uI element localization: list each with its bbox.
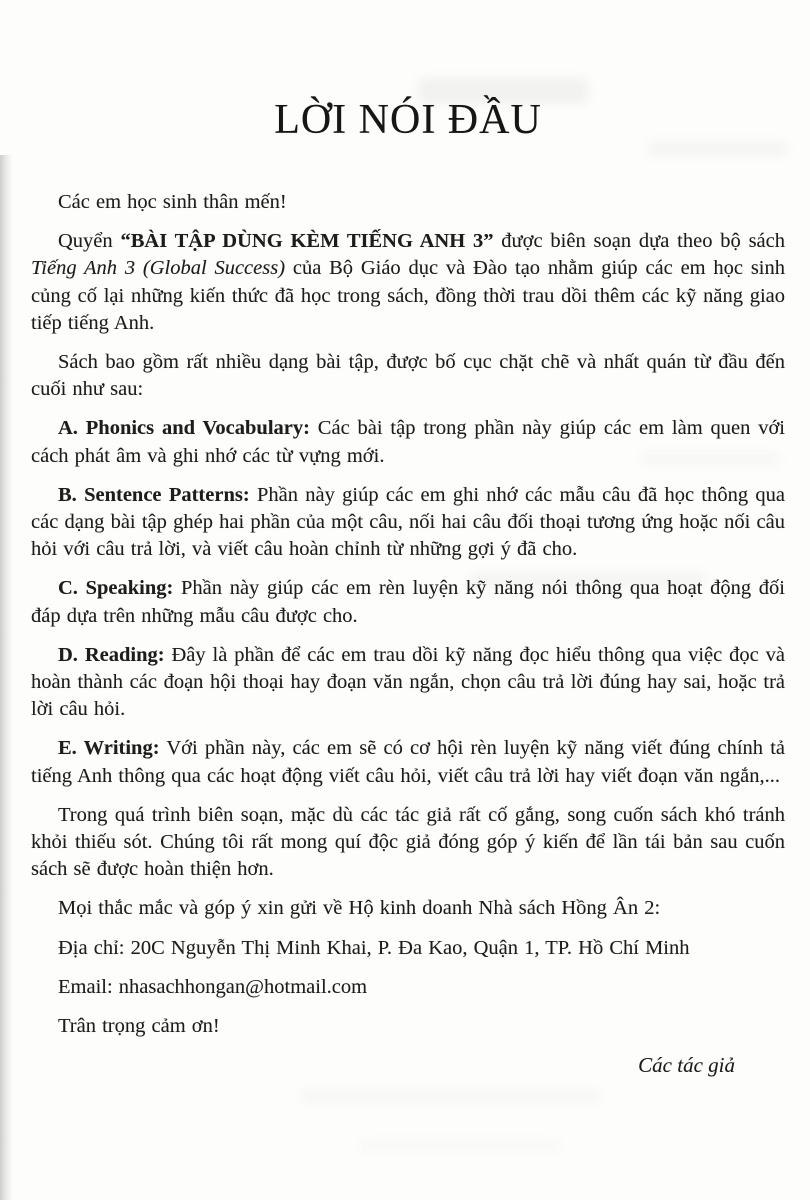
- contact-intro-line: [31, 895, 785, 922]
- text-run: Đây là phần để các em trau dồi kỹ năng đọc hiểu thông qua việc đọc và hoàn thành các đoạn hội thoại hay đoạn văn ngắn, chọn câu trả lời đúng hay sai, hoặc trả lời câu hỏi.: [31, 643, 785, 721]
- text-run: Sách bao gồm rất nhiều dạng bài tập, được bố cục chặt chẽ và nhất quán từ đầu đến cuối như sau:: [31, 351, 785, 401]
- greeting-line: [31, 189, 785, 216]
- thanks-line: [31, 1013, 785, 1040]
- text-run: Mọi thắc mắc và góp ý xin gửi về Hộ kinh doanh Nhà sách Hồng Ân 2:: [58, 897, 661, 920]
- section-c-speaking-paragraph: [31, 575, 785, 629]
- print-bleed-artifact: [300, 1090, 600, 1103]
- text-run: Phần này giúp các em rèn luyện kỹ năng nói thông qua hoạt động đối đáp dựa trên những mẫu câu được cho.: [31, 577, 786, 627]
- section-heading-run: D. Reading:: [58, 643, 165, 666]
- address-line: [31, 935, 785, 962]
- text-run: được biên soạn dựa theo bộ sách: [493, 230, 785, 253]
- page-edge-shadow: [0, 155, 13, 1200]
- section-d-reading-paragraph: [31, 642, 785, 724]
- text-run: Trong quá trình biên soạn, mặc dù các tác giả rất cố gắng, song cuốn sách khó tránh khỏi thiếu sót. Chúng tôi rất mong quí độc giả đóng góp ý kiến để lần tái bản sau cuốn sách sẽ được hoàn thiện hơn.: [31, 803, 785, 881]
- page-content: [31, 0, 785, 1079]
- section-b-sentence-patterns-paragraph: [31, 482, 785, 564]
- text-run: Phần này giúp các em ghi nhớ các mẫu câu đã học thông qua các dạng bài tập ghép hai phần của một câu, nối hai câu đối thoại tương ứng hoặc nối câu hỏi với câu trả lời, và viết câu hoàn chỉnh từ những gợi ý đã cho.: [31, 483, 786, 561]
- book-title-bold-run: “BÀI TẬP DÙNG KÈM TIẾNG ANH 3”: [120, 230, 494, 253]
- page-title: LỜI NÓI ĐẦU: [274, 97, 542, 143]
- print-bleed-artifact: [360, 1140, 560, 1152]
- book-introduction-paragraph: [31, 228, 785, 337]
- author-signature: Các tác giả: [638, 1053, 735, 1078]
- series-title-italic-run: Tiếng Anh 3 (Global Success): [31, 257, 286, 280]
- text-run: của Bộ Giáo dục và Đào tạo nhằm giúp các em học sinh củng cố lại những kiến thức đã học trong sách, đồng thời trau dồi thêm các kỹ năng giao tiếp tiếng Anh.: [31, 257, 785, 334]
- section-e-writing-paragraph: [31, 735, 785, 789]
- section-heading-run: E. Writing:: [58, 737, 160, 760]
- text-run: Với phần này, các em sẽ có cơ hội rèn luyện kỹ năng viết đúng chính tả tiếng Anh thông qua các hoạt động viết câu hỏi, viết câu trả lời hay viết đoạn văn ngắn,...: [31, 737, 785, 787]
- text-run: Trân trọng cảm ơn!: [58, 1015, 220, 1038]
- text-run: Các bài tập trong phần này giúp các em làm quen với cách phát âm và ghi nhớ các từ vựng mới.: [31, 417, 785, 467]
- section-heading-run: B. Sentence Patterns:: [58, 483, 250, 506]
- structure-overview-paragraph: [31, 349, 785, 403]
- text-run: Các em học sinh thân mến!: [58, 191, 287, 213]
- section-heading-run: A. Phonics and Vocabulary:: [58, 417, 310, 440]
- email-line: [31, 974, 785, 1001]
- text-run: Quyển: [58, 230, 121, 253]
- section-a-phonics-paragraph: [31, 415, 785, 469]
- text-run: Địa chỉ: 20C Nguyễn Thị Minh Khai, P. Đa Kao, Quận 1, TP. Hồ Chí Minh: [58, 936, 690, 959]
- section-heading-run: C. Speaking:: [58, 577, 174, 600]
- email-text-run: Email: nhasachhongan@hotmail.com: [58, 975, 368, 998]
- errata-apology-paragraph: [31, 802, 785, 884]
